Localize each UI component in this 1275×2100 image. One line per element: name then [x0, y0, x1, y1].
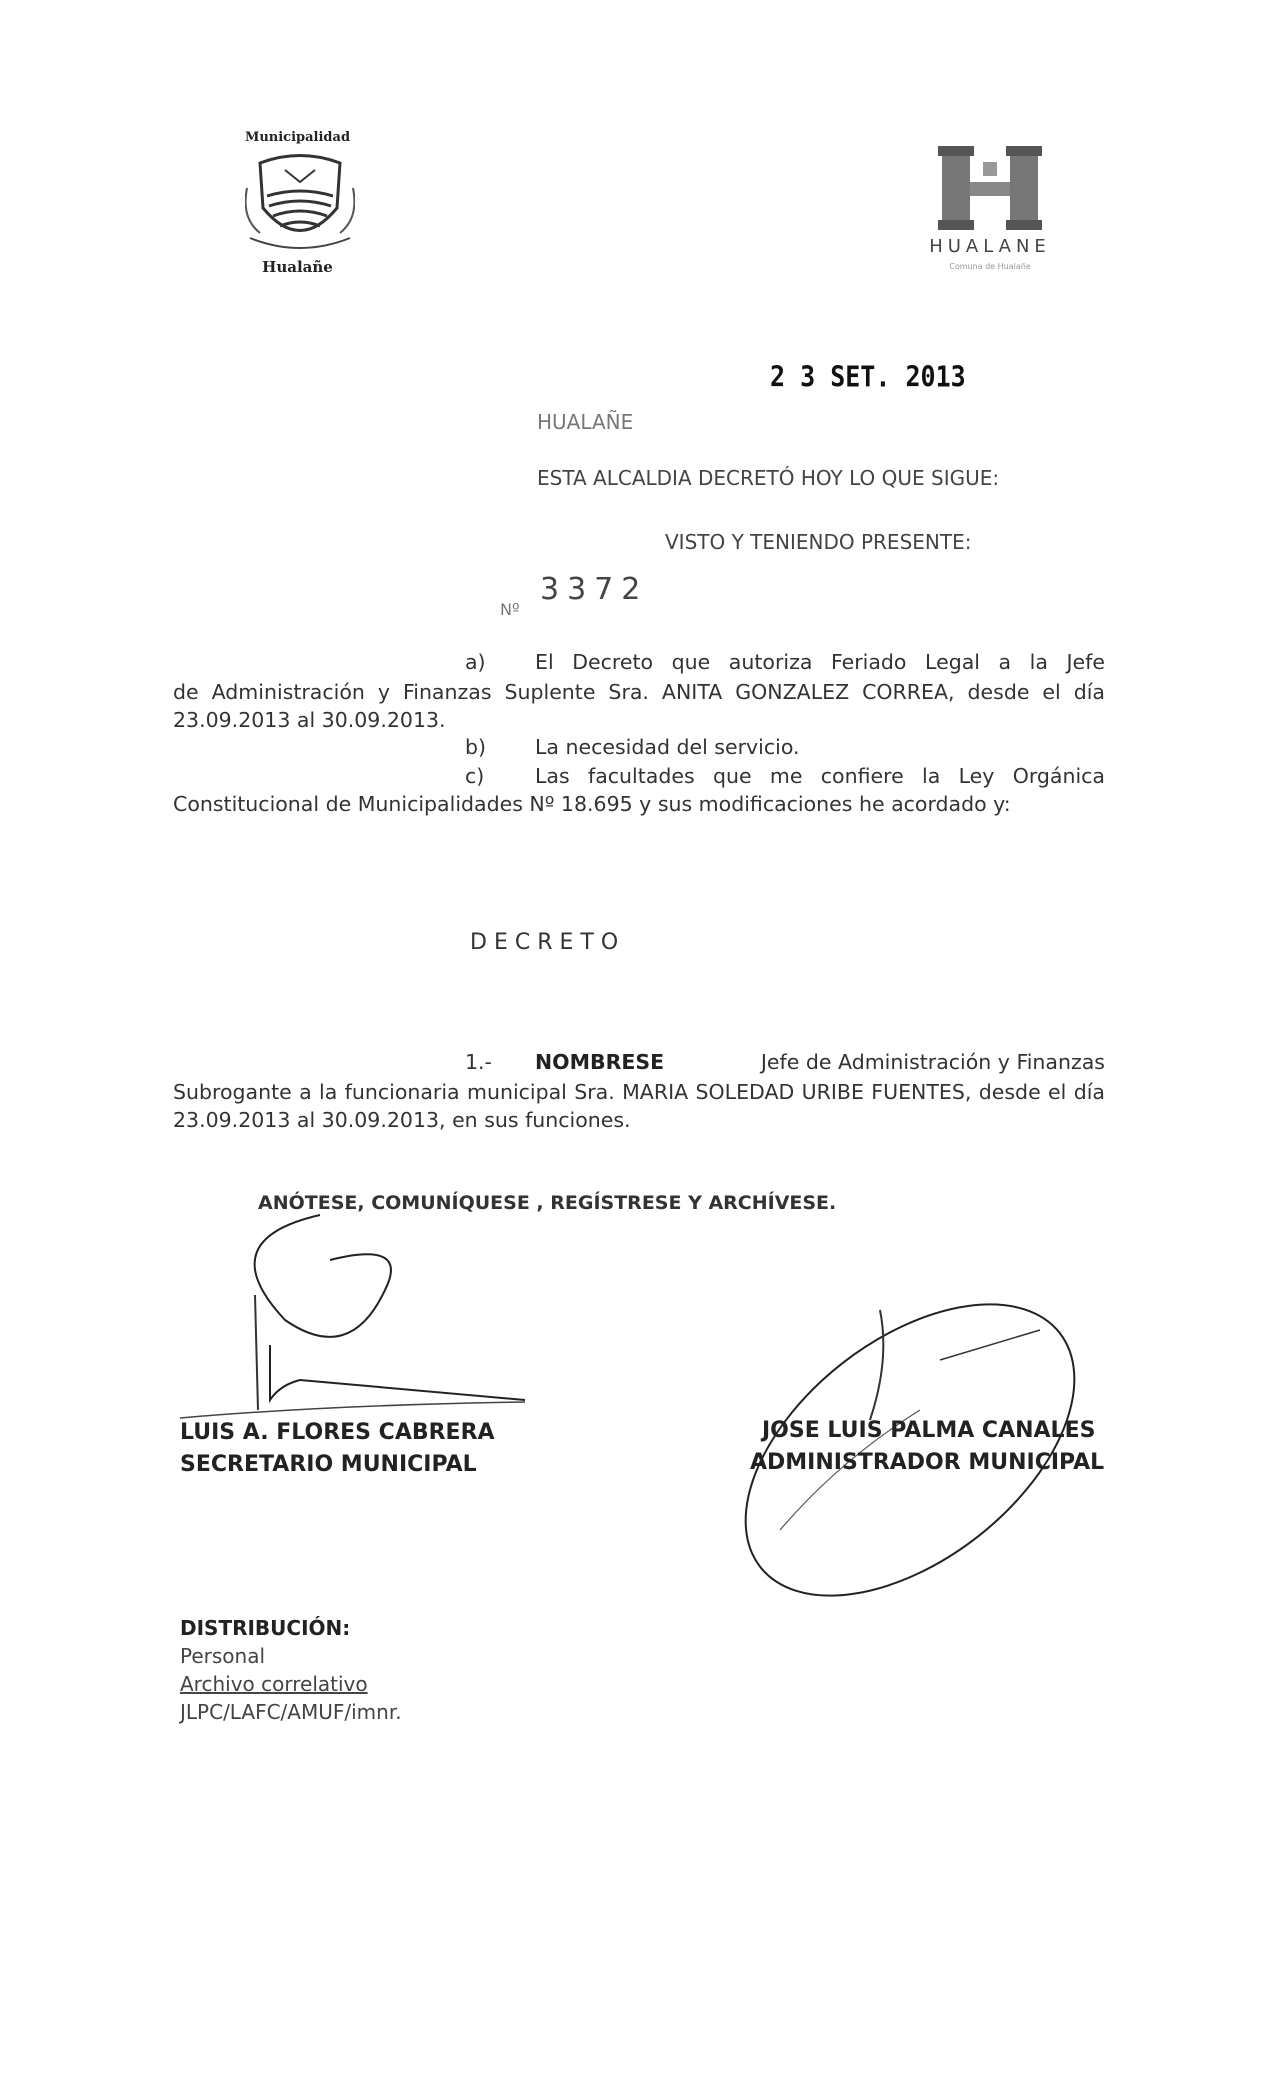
hualane-logo: [905, 138, 1075, 288]
considerando-c-letter: c): [465, 764, 485, 788]
considerando-c-first: Las facultades que me confiere la Ley Orgánica: [535, 764, 1105, 788]
seal-bottom-text: Hualañe: [262, 258, 333, 276]
left-signature-icon: [170, 1200, 530, 1430]
considerando-a-rest: de Administración y Finanzas Suplente Sra. ANITA GONZALEZ CORREA, desde el día 23.09.2013 al 30.09.2013.: [173, 680, 1105, 732]
place-line: HUALAÑE: [537, 410, 634, 434]
visto-line: VISTO Y TENIENDO PRESENTE:: [665, 530, 972, 554]
distribution-initials: JLPC/LAFC/AMUF/imnr.: [180, 1700, 402, 1724]
considerando-b-letter: b): [465, 735, 487, 759]
left-signer-title: SECRETARIO MUNICIPAL: [180, 1452, 477, 1477]
date-stamp: 2 3 SET. 2013: [770, 359, 966, 394]
considerando-a-letter: a): [465, 650, 486, 674]
distribution-heading: DISTRIBUCIÓN:: [180, 1616, 351, 1640]
considerando-a-first: El Decreto que autoriza Feriado Legal a la Jefe: [535, 650, 1105, 674]
article-first: Jefe de Administración y Finanzas: [760, 1050, 1105, 1074]
right-signer-name: JOSE LUIS PALMA CANALES: [762, 1418, 1096, 1443]
intro-line: ESTA ALCALDIA DECRETÓ HOY LO QUE SIGUE:: [537, 466, 1000, 490]
decreto-heading: DECRETO: [470, 930, 626, 955]
decree-number-prefix: Nº: [500, 600, 520, 619]
left-signer-name: LUIS A. FLORES CABRERA: [180, 1420, 495, 1445]
closing-line: ANÓTESE, COMUNÍQUESE , REGÍSTRESE Y ARCHÍVESE.: [258, 1192, 837, 1214]
municipal-seal-logo: [215, 130, 380, 280]
logo-wordmark: HUALANE: [929, 236, 1051, 257]
seal-arc-text: Municipalidad: [244, 130, 351, 145]
considerando-c-rest: Constitucional de Municipalidades Nº 18.695 y sus modificaciones he acordado y:: [173, 792, 1011, 816]
decree-number: 3372: [540, 572, 649, 607]
article-rest: Subrogante a la funcionaria municipal Sra. MARIA SOLEDAD URIBE FUENTES, desde el día 23.09.2013 al 30.09.2013, en sus funciones.: [173, 1080, 1105, 1132]
logo-tagline: Comuna de Hualañe: [949, 262, 1031, 271]
article-number: 1.-: [465, 1050, 492, 1074]
distribution-item: Personal: [180, 1644, 266, 1668]
h-monogram-icon: [938, 138, 1042, 233]
distribution-item: Archivo correlativo: [180, 1672, 368, 1696]
article-keyword: NOMBRESE: [535, 1050, 665, 1074]
right-signer-title: ADMINISTRADOR MUNICIPAL: [750, 1450, 1105, 1475]
coat-of-arms-icon: [245, 148, 355, 258]
considerando-b-first: La necesidad del servicio.: [535, 735, 800, 759]
